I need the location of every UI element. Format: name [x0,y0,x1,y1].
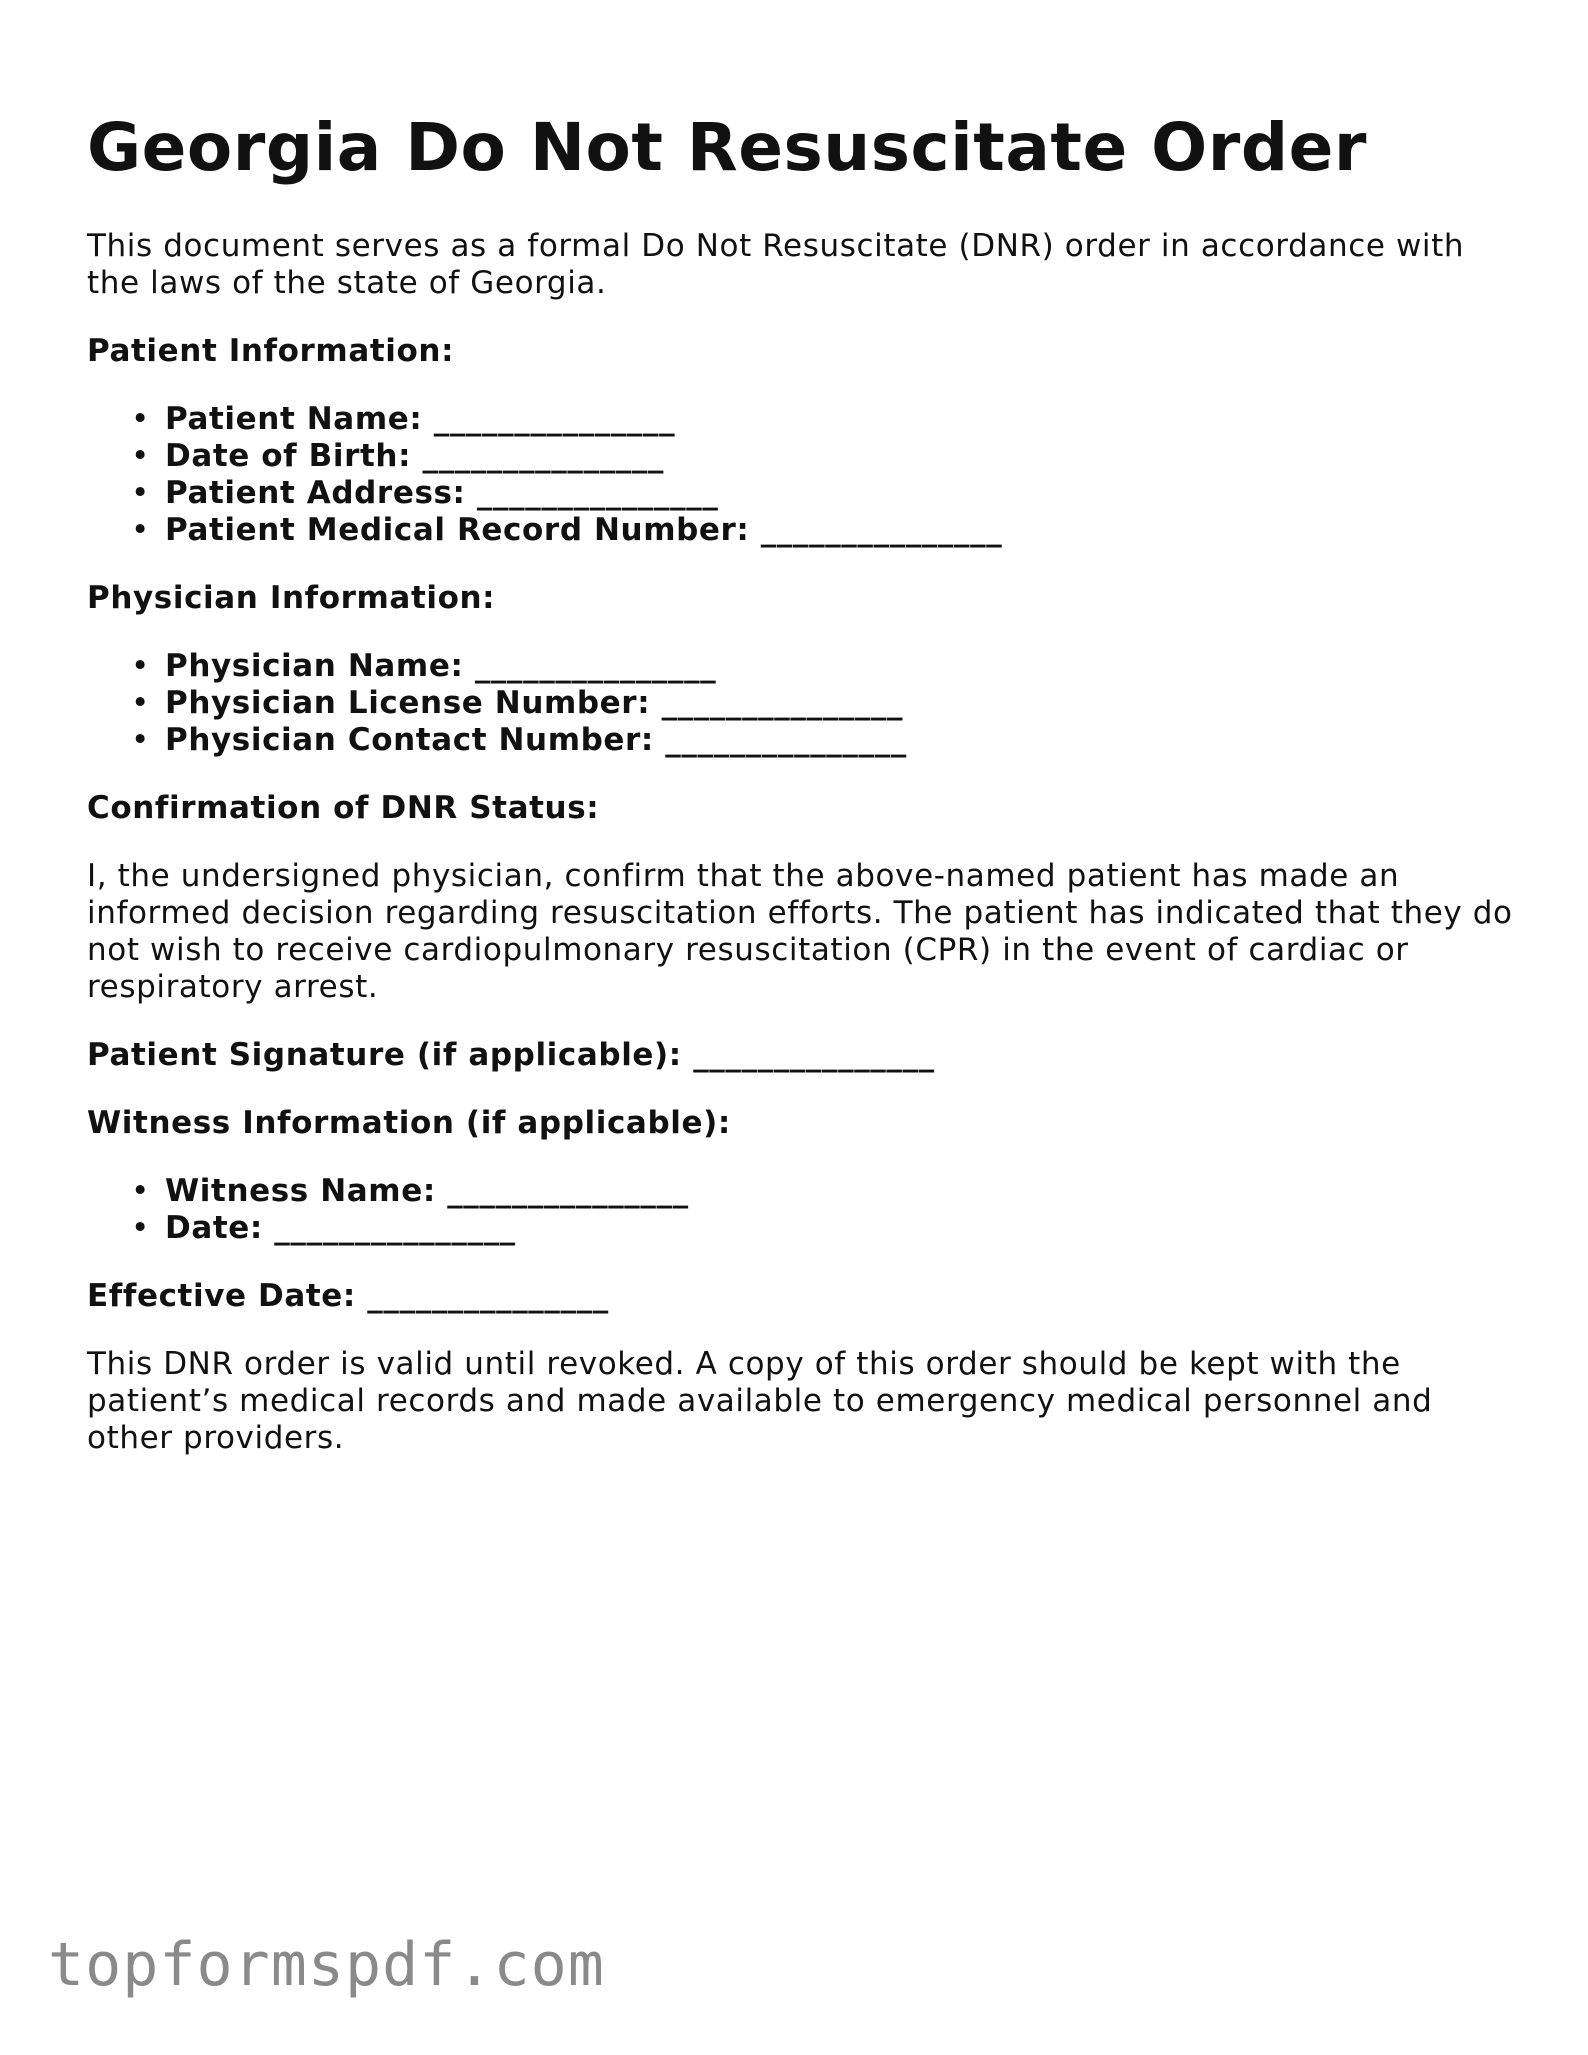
effective-date-line: Effective Date: _______________ [87,1278,609,1314]
bullet-icon: • [131,512,150,548]
document-page [87,108,1517,1488]
physician-information-heading: Physician Information: [87,580,496,616]
bullet-icon: • [131,438,150,474]
patient-signature-line: Patient Signature (if applicable): _______________ [87,1037,935,1073]
bullet-icon: • [131,1173,150,1209]
witness-information-list [87,1173,1517,1247]
physician-information-list [87,648,1517,759]
list-item-physician-name [131,648,1517,685]
physician-license-field: Physician License Number: _______________ [165,685,904,721]
bullet-icon: • [131,401,150,437]
list-item-witness-name [131,1173,1517,1210]
patient-address-field: Patient Address: _______________ [165,475,719,511]
bullet-icon: • [131,1210,150,1246]
list-item-date-of-birth [131,438,1517,475]
document-title: Georgia Do Not Resuscitate Order [87,109,1367,186]
bullet-icon: • [131,475,150,511]
witness-date-field: Date: _______________ [165,1210,516,1246]
date-of-birth-field: Date of Birth: _______________ [165,438,664,474]
closing-paragraph: This DNR order is valid until revoked. A copy of this order should be kept with the patient’s medical records and made available to emergency medical personnel and other providers. [87,1346,1433,1456]
list-item-physician-contact [131,722,1517,759]
patient-information-list [87,401,1517,549]
list-item-witness-date [131,1210,1517,1247]
physician-contact-field: Physician Contact Number: _______________ [165,722,907,758]
patient-information-heading: Patient Information: [87,333,455,369]
dnr-confirmation-paragraph: I, the undersigned physician, confirm that the above-named patient has made an informed decision regarding resuscitation efforts. The patient has indicated that they do not wish to receive cardiopulmonary resuscitation (CPR) in the event of cardiac or respiratory arrest. [87,858,1513,1005]
watermark-text: topformspdf.com [48,1930,605,2000]
medical-record-number-field: Patient Medical Record Number: _______________ [165,512,1003,548]
intro-paragraph: This document serves as a formal Do Not Resuscitate (DNR) order in accordance with the laws of the state of Georgia. [87,228,1465,301]
witness-information-heading: Witness Information (if applicable): [87,1105,731,1141]
dnr-confirmation-heading: Confirmation of DNR Status: [87,790,600,826]
bullet-icon: • [131,722,150,758]
list-item-medical-record-number [131,512,1517,549]
witness-name-field: Witness Name: _______________ [165,1173,689,1209]
patient-name-field: Patient Name: _______________ [165,401,676,437]
list-item-patient-address [131,475,1517,512]
list-item-physician-license [131,685,1517,722]
list-item-patient-name [131,401,1517,438]
bullet-icon: • [131,685,150,721]
physician-name-field: Physician Name: _______________ [165,648,717,684]
bullet-icon: • [131,648,150,684]
